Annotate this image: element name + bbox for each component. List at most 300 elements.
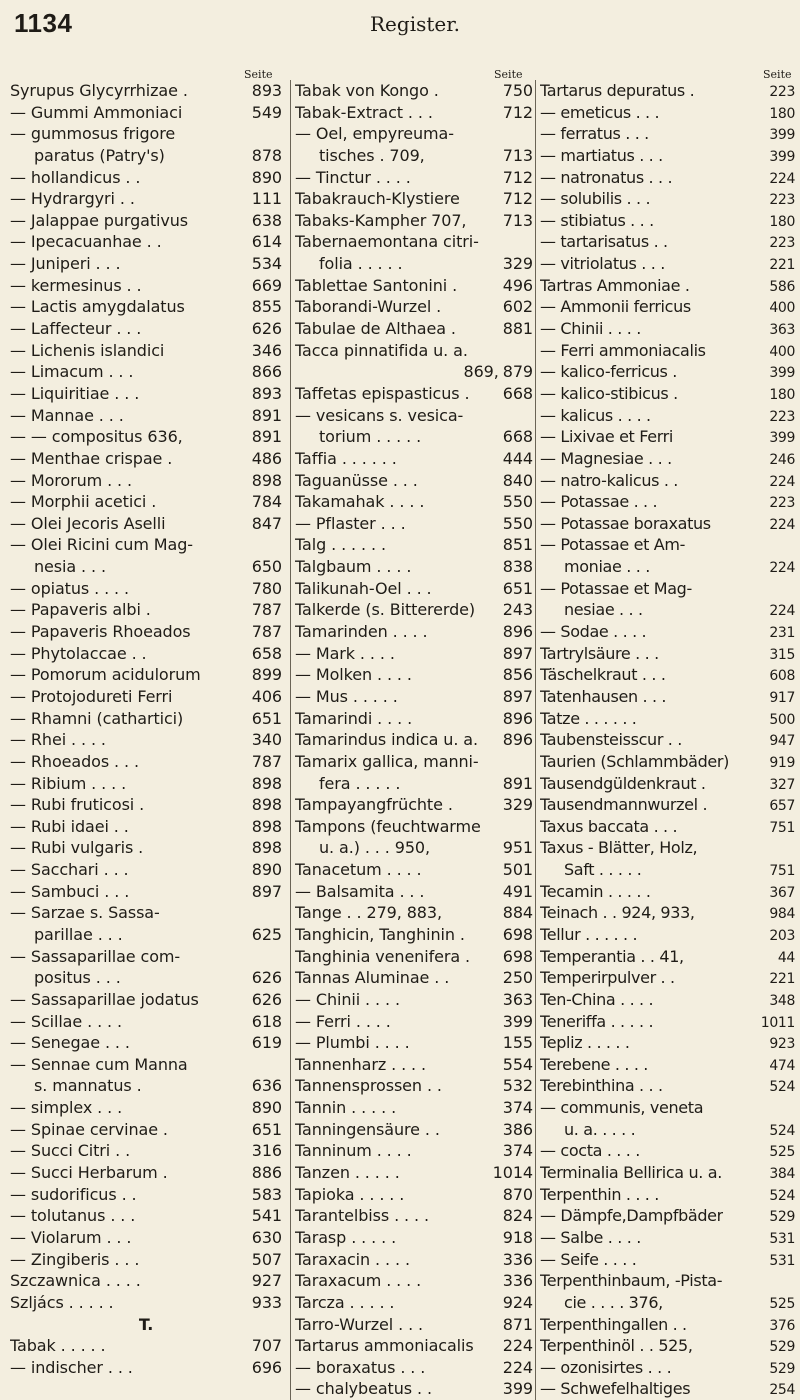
index-term: parillae . . . [34,924,123,944]
index-entry [10,123,282,145]
index-entry [10,210,282,232]
index-entry [10,513,282,535]
page-reference: 223 [769,408,795,425]
index-term: Talg . . . . . . [295,535,386,555]
index-entry [10,686,282,708]
index-term: — Jalappae purgativus [10,210,189,230]
index-term: — Juniperi . . . [10,254,121,274]
page-reference: 626 [251,319,282,339]
index-entry [10,1335,282,1357]
index-term: — Schwefelhaltiges [540,1379,691,1399]
index-term: Tabakrauch-Klystiere [295,189,460,209]
index-entry [540,1011,795,1033]
page-reference: 525 [769,1144,795,1161]
index-term: Talkerde (s. Bittererde) [295,600,476,620]
page-reference: 924 [502,1292,533,1312]
index-entry [295,231,533,253]
index-entry [295,1227,533,1249]
page-reference: 221 [769,971,795,988]
index-entry [540,599,795,621]
index-entry [295,1270,533,1292]
index-entry [540,1378,795,1400]
index-entry [540,340,795,362]
page-reference: 707 [251,1336,282,1356]
index-entry [10,643,282,665]
index-entry [540,1205,795,1227]
page-reference: 583 [251,1184,282,1204]
page-reference: 698 [502,924,533,944]
index-term: — Laffecteur . . . [10,319,142,339]
index-term: — Violarum . . . [10,1227,132,1247]
index-term: — kermesinus . . [10,275,142,295]
index-term: Tabaks-Kampher 707, [295,210,467,230]
page-reference: 713 [502,210,533,230]
index-term: — Lichenis islandici [10,340,165,360]
index-term: — chalybeatus . . [295,1379,432,1399]
index-term: Tanghinia venenifera . [295,946,471,966]
page-reference: 327 [769,776,795,793]
page-reference: 246 [769,451,795,468]
page-reference: 658 [251,643,282,663]
index-entry [540,1314,795,1336]
index-term: — Hydrargyri . . [10,189,135,209]
index-term: — simplex . . . [10,1098,123,1118]
index-term: Tarro-Wurzel . . . [295,1314,424,1334]
index-term: — Succi Herbarum . [10,1163,168,1183]
index-entry [295,513,533,535]
index-term: — Ammonii ferricus [540,297,691,317]
page-reference: 927 [251,1271,282,1291]
page-reference: 878 [251,145,282,165]
page-reference: 625 [251,924,282,944]
page-reference: 917 [769,689,795,706]
index-term: — communis, veneta [540,1098,704,1118]
index-term: Takamahak . . . . [295,492,425,512]
page-reference: 614 [251,232,282,252]
index-entry [540,578,795,600]
index-entry [10,1119,282,1141]
page-reference: 531 [769,1230,795,1247]
column-3-seite-label: Seite [763,68,792,81]
index-term: — Potassae boraxatus [540,513,711,533]
index-term: Taraxacum . . . . [295,1271,422,1291]
page-reference: 524 [769,1122,795,1139]
index-entry [295,340,533,362]
page-reference: 231 [769,625,795,642]
index-term: — Sarzae s. Sassa- [10,903,160,923]
index-term: — Rubi vulgaris . [10,838,144,858]
index-term: Terebinthina . . . [540,1076,663,1096]
index-term: Teneriffa . . . . . [540,1011,654,1031]
index-term: Tampons (feuchtwarme [295,816,481,836]
page-reference: 897 [502,643,533,663]
section-letter [10,1314,282,1336]
page-reference: 155 [502,1033,533,1053]
index-term: Tanghicin, Tanghinin . [295,924,465,944]
index-entry [540,556,795,578]
page-reference: 696 [251,1357,282,1377]
page-reference: 180 [769,386,795,403]
page-reference: 541 [251,1206,282,1226]
page-reference: 713 [502,145,533,165]
index-term: — ferratus . . . [540,124,649,144]
index-term: — hollandicus . . [10,167,141,187]
page-reference: 669 [251,275,282,295]
index-term: Tellur . . . . . . [540,924,638,944]
page-reference: 933 [251,1292,282,1312]
page-reference: 224 [769,170,795,187]
page-reference: 918 [502,1227,533,1247]
page-reference: 855 [251,297,282,317]
index-column-3 [535,80,795,1400]
index-entry [10,405,282,427]
index-entry [540,361,795,383]
page-reference: 750 [502,81,533,100]
index-term: — Olei Jecoris Aselli [10,513,166,533]
index-term: — Ribium . . . . [10,773,127,793]
index-term: s. mannatus . [34,1076,142,1096]
page-reference: 532 [502,1076,533,1096]
index-entry [10,599,282,621]
index-entry [295,361,533,383]
index-entry [295,1357,533,1379]
index-entry [540,1249,795,1271]
index-term: — cocta . . . . [540,1141,640,1161]
column-2-seite-label: Seite [494,68,523,81]
page-reference: 223 [769,192,795,209]
page-reference: 1014 [492,1163,533,1183]
page-reference: 529 [769,1209,795,1226]
index-term: Talikunah-Oel . . . [295,578,432,598]
index-entry [540,729,795,751]
index-entry [10,1357,282,1379]
page-reference: 336 [502,1249,533,1269]
page-reference: 180 [769,213,795,230]
index-term: — indischer . . . [10,1357,133,1377]
index-term: — Lixivae et Ferri [540,427,673,447]
index-term: — kalico-stibicus . [540,383,678,403]
index-term: Szczawnica . . . . [10,1271,141,1291]
page-reference: 223 [769,495,795,512]
page-reference: 224 [502,1336,533,1356]
page-reference: 668 [502,383,533,403]
index-entry [295,1378,533,1400]
index-entry [295,837,533,859]
index-term: — Ipecacuanhae . . [10,232,162,252]
index-entry [295,448,533,470]
index-term: — Sambuci . . . [10,881,130,901]
index-term: Tamarindus indica u. a. [295,730,478,750]
index-term: Terpenthinbaum, -Pista- [540,1271,723,1291]
index-entry [10,1205,282,1227]
index-term: — opiatus . . . . [10,578,130,598]
index-entry [10,1097,282,1119]
page-reference: 893 [251,81,282,100]
page-reference: 501 [502,860,533,880]
index-term: — Succi Citri . . [10,1141,131,1161]
index-entry [10,816,282,838]
index-term: Tausendmannwurzel . [540,795,708,815]
index-term: moniae . . . [564,557,650,577]
index-term: Tartarus ammoniacalis [295,1336,474,1356]
index-entry [10,837,282,859]
page-reference: 363 [502,989,533,1009]
index-entry [540,837,795,859]
index-term: — Plumbi . . . . [295,1033,410,1053]
page-reference: 474 [769,1057,795,1074]
index-term: — Balsamita . . . [295,881,425,901]
index-entry [10,773,282,795]
page-reference: 602 [502,297,533,317]
index-term: Taffia . . . . . . [295,448,397,468]
index-term: Teinach . . 924, 933, [540,903,695,923]
index-entry [10,1162,282,1184]
index-term: — Seife . . . . [540,1249,637,1269]
page-reference: 340 [251,730,282,750]
page-reference: 608 [769,668,795,685]
index-entry [540,989,795,1011]
index-entry [540,1097,795,1119]
page-reference: 243 [502,600,533,620]
page-reference: 896 [502,730,533,750]
page-reference: 626 [251,989,282,1009]
index-entry [295,167,533,189]
page-reference: 525 [769,1295,795,1312]
index-entry [10,1292,282,1314]
index-term: Tartrylsäure . . . [540,643,659,663]
page-reference: 638 [251,210,282,230]
index-entry [540,145,795,167]
index-term: — natro-kalicus . . [540,470,679,490]
index-entry [295,556,533,578]
page-reference: 898 [251,773,282,793]
index-term: — Papaveris albi . [10,600,151,620]
page-reference: 399 [769,365,795,382]
index-term: Tarasp . . . . . [295,1227,397,1247]
page-reference: 399 [769,127,795,144]
index-entry [10,102,282,124]
index-term: — Chinii . . . . [295,989,400,1009]
page-reference: 406 [251,686,282,706]
index-term: — martiatus . . . [540,145,663,165]
index-term: — Salbe . . . . [540,1227,641,1247]
page-reference: 886 [251,1163,282,1183]
index-term: fera . . . . . [319,773,401,793]
index-entry [540,794,795,816]
index-term: Terminalia Bellirica u. a. [540,1163,722,1183]
page-reference: 221 [769,257,795,274]
page-reference: 651 [251,1119,282,1139]
index-term: Tannenharz . . . . [295,1054,427,1074]
index-term: Tannas Aluminae . . [295,968,450,988]
index-term: Tarcza . . . . . [295,1292,395,1312]
index-term: Taubensteisscur . . [540,730,682,750]
page-reference: 626 [251,968,282,988]
index-term: — vitriolatus . . . [540,254,665,274]
page-reference: 180 [769,105,795,122]
index-entry [540,1357,795,1379]
page-reference: 491 [502,881,533,901]
index-entry [10,275,282,297]
column-1-seite-label: Seite [244,68,273,81]
page-reference: 751 [769,863,795,880]
page-reference: 250 [502,968,533,988]
index-entry [540,448,795,470]
index-term: — — compositus 636, [10,427,183,447]
page-reference: 223 [769,84,795,100]
index-term: Tanninum . . . . [295,1141,412,1161]
index-term: Taborandi-Wurzel . [295,297,442,317]
index-term: — Senegae . . . [10,1033,130,1053]
index-term: — Olei Ricini cum Mag- [10,535,193,555]
page-reference: 399 [769,430,795,447]
index-term: Tampayangfrüchte . [295,795,453,815]
index-term: Tabak-Extract . . . [295,102,433,122]
index-entry [295,1054,533,1076]
index-term: — Sassaparillae com- [10,946,181,966]
page-reference: 329 [502,254,533,274]
index-term: — ozonisirtes . . . [540,1357,672,1377]
index-term: Tannin . . . . . [295,1098,397,1118]
page-reference: 531 [769,1252,795,1269]
index-entry [295,80,533,102]
page-reference: 507 [251,1249,282,1269]
page-reference: 315 [769,646,795,663]
index-term: Saft . . . . . [564,860,642,880]
index-term: — Potassae et Mag- [540,578,692,598]
page-reference: 984 [769,906,795,923]
index-entry [295,102,533,124]
index-term: — Mus . . . . . [295,686,398,706]
page-reference: 224 [769,603,795,620]
index-term: — Sacchari . . . [10,860,129,880]
index-term: Tanzen . . . . . [295,1163,400,1183]
page-reference: 866 [251,362,282,382]
index-term: u. a. . . . . [564,1119,636,1139]
index-entry [295,1184,533,1206]
page-reference: 856 [502,665,533,685]
page-reference: 618 [251,1011,282,1031]
index-term: — Rhamni (cathartici) [10,708,184,728]
index-term: Temperantia . . 41, [540,946,684,966]
index-entry [540,1140,795,1162]
page-reference: 881 [502,319,533,339]
index-term: — Liquiritiae . . . [10,383,140,403]
page-reference: 224 [502,1357,533,1377]
page-reference: 549 [251,102,282,122]
page-reference: 650 [251,557,282,577]
index-entry [295,1119,533,1141]
page-reference: 698 [502,946,533,966]
index-entry [10,340,282,362]
page-reference: 254 [769,1382,795,1399]
index-entry [10,448,282,470]
page-reference: 951 [502,838,533,858]
page-reference: 879 [502,362,533,382]
index-entry [540,1227,795,1249]
index-term: — Pflaster . . . [295,513,406,533]
index-term: nesiae . . . [564,600,643,620]
index-entry [540,1054,795,1076]
index-term: — Morphii acetici . [10,492,157,512]
index-entry [10,729,282,751]
index-term: Talgbaum . . . . [295,557,412,577]
index-entry [10,1249,282,1271]
index-entry [295,1314,533,1336]
index-entry [295,664,533,686]
page-reference: 824 [502,1206,533,1226]
index-entry [10,1227,282,1249]
index-entry [10,426,282,448]
index-entry [540,426,795,448]
page-reference: 367 [769,884,795,901]
index-entry [10,578,282,600]
running-title: Register. [370,12,460,36]
index-entry [540,621,795,643]
index-term: — tolutanus . . . [10,1206,136,1226]
index-term: — Phytolaccae . . [10,643,147,663]
index-entry [10,491,282,513]
index-entry [295,318,533,340]
index-term: — Menthae crispae . [10,448,173,468]
index-entry [295,1249,533,1271]
index-entry [295,946,533,968]
index-term: — kalicus . . . . [540,405,651,425]
index-entry [295,534,533,556]
page-reference: 444 [502,448,533,468]
index-entry [540,275,795,297]
index-entry [10,946,282,968]
index-term: Szljács . . . . . [10,1292,114,1312]
page-reference: 712 [502,189,533,209]
index-entry [295,1140,533,1162]
index-entry [540,643,795,665]
index-term: Taguanüsse . . . [295,470,418,490]
page-reference: 893 [251,383,282,403]
index-entry [295,924,533,946]
page-reference: 224 [769,473,795,490]
index-term: — Rubi idaei . . [10,816,129,836]
index-entry [10,1075,282,1097]
index-term: Tatenhausen . . . [540,686,667,706]
index-term: — Mannae . . . [10,405,124,425]
page-reference: 890 [251,1098,282,1118]
index-entry [295,1032,533,1054]
page-reference: 891 [251,405,282,425]
index-term: — solubilis . . . [540,189,651,209]
page-reference: 840 [502,470,533,490]
page-reference: 224 [769,516,795,533]
index-entry [540,1292,795,1314]
index-term: Taxus baccata . . . [540,816,678,836]
page-reference: 751 [769,819,795,836]
index-entry [295,210,533,232]
page-reference: 668 [502,427,533,447]
index-term: Tausendgüldenkraut . [540,773,706,793]
page-reference: 891 [502,773,533,793]
index-term: Taurien (Schlammbäder) [540,751,730,771]
index-entry [540,491,795,513]
index-entry [10,664,282,686]
index-term: Tatze . . . . . . [540,708,637,728]
index-entry [295,1075,533,1097]
index-entry [10,1032,282,1054]
index-term: — Chinii . . . . [540,319,641,339]
index-entry [10,989,282,1011]
index-entry [295,729,533,751]
index-entry [10,902,282,924]
index-entry [295,1097,533,1119]
